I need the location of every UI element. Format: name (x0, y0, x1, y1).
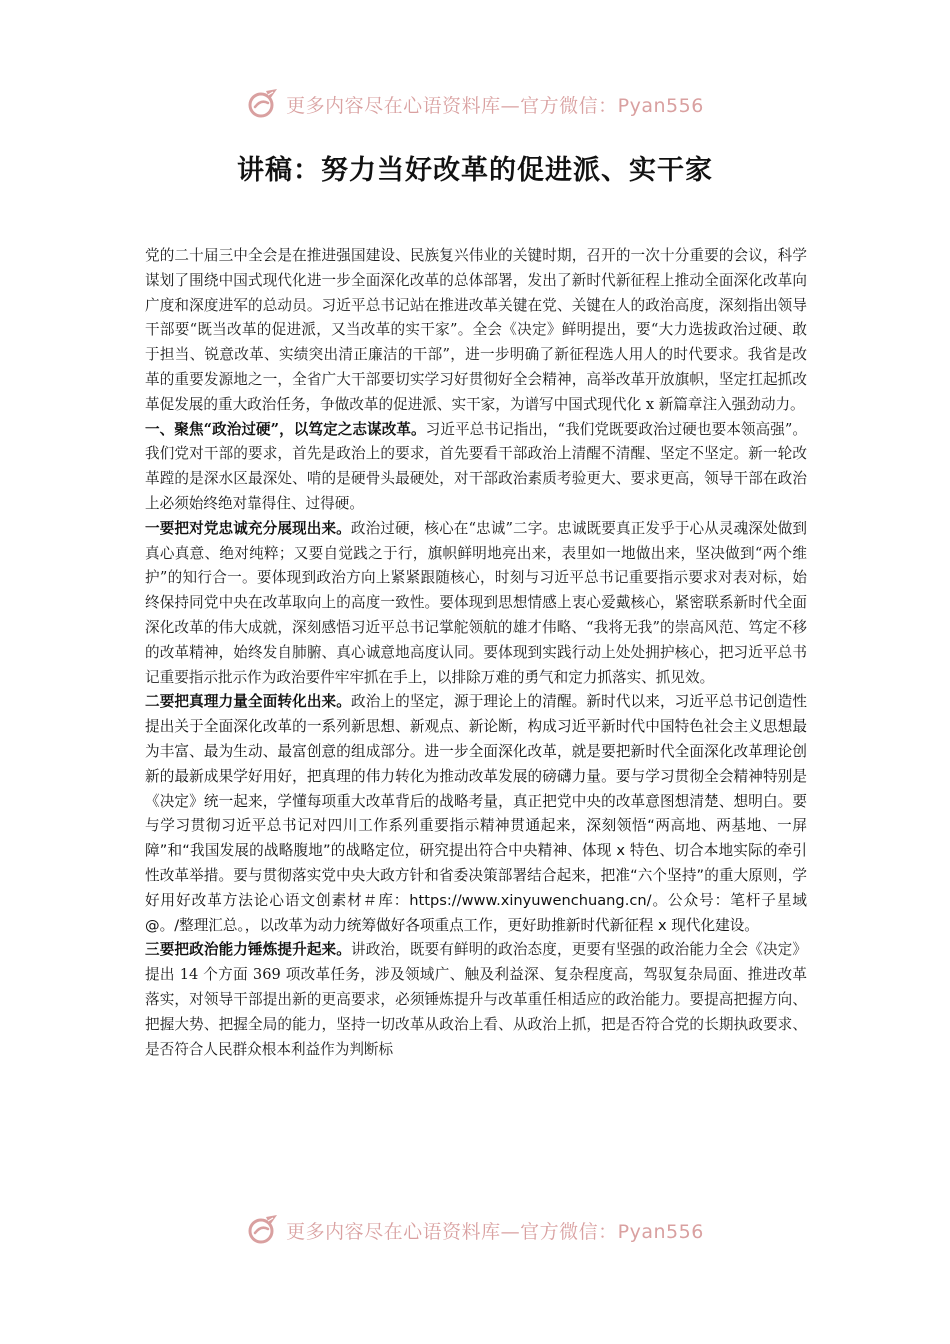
body-paragraph (145, 244, 807, 418)
watermark-inner (246, 87, 704, 121)
body-paragraph (145, 938, 807, 1062)
watermark-header (0, 84, 950, 124)
brush-logo-icon (246, 87, 280, 121)
document-body (145, 244, 807, 1062)
watermark-inner (246, 1213, 704, 1247)
document-title: 讲稿：努力当好改革的促进派、实干家 (237, 155, 713, 186)
paragraph-text: 政治上的坚定，源于理论上的清醒。新时代以来，习近平总书记创造性提出关于全面深化改革的一系列新思想、新观点、新论断，构成习近平新时代中国特色社会主义思想最为丰富、最为生动、最富创意的组成部分。进一步全面深化改革，就是要把新时代全面深化改革理论创新的最新成果学好用好，把真理的伟力转化为推动改革发展的磅礴力量。要与学习贯彻全会精神特别是《决定》统一起来，学懂每项重大改革背后的战略考量，真正把党中央的改革意图想清楚、想明白。要与学习贯彻习近平总书记对四川工作系列重要指示精神贯通起来，深刻领悟“两高地、两基地、一屏障”和“我国发展的战略腹地”的战略定位，研究提出符合中央精神、体现 x 特色、切合本地实际的牵引性改革举措。要与贯彻落实党中央大政方针和省委决策部署结合起来，把准“六个坚持”的重大原则，学好用好改革方法论心语文创素材＃库：https://www.xinyuwenchuang.cn/。公众号：笔杆子星域@。/整理汇总。，以改革为动力统筹做好各项重点工作，更好助推新时代新征程 x 现代化建设。 (145, 693, 807, 934)
body-paragraph (145, 418, 807, 517)
watermark-wechat-id: Pyan556 (617, 94, 704, 117)
watermark-text: 更多内容尽在心语资料库—官方微信：Pyan556 (286, 1220, 704, 1243)
paragraph-heading: 三要把政治能力锤炼提升起来。 (145, 941, 351, 959)
brush-logo-icon (246, 1213, 280, 1247)
paragraph-text: 政治过硬，核心在“忠诚”二字。忠诚既要真正发乎于心从灵魂深处做到真心真意、绝对纯粹；又要自觉践之于行，旗帜鲜明地亮出来，表里如一地做出来，坚决做到“两个维护”的知行合一。要体现到政治方向上紧紧跟随核心，时刻与习近平总书记重要指示要求对表对标，始终保持同党中央在改革取向上的高度一致性。要体现到思想情感上衷心爱戴核心，紧密联系新时代全面深化改革的伟大成就，深刻感悟习近平总书记掌舵领航的雄才伟略、“我将无我”的崇高风范、笃定不移的改革精神，始终发自肺腑、真心诚意地高度认同。要体现到实践行动上处处拥护核心，把习近平总书记重要指示批示作为政治要件牢牢抓在手上，以排除万难的勇气和定力抓落实、抓见效。 (145, 519, 807, 686)
watermark-text: 更多内容尽在心语资料库—官方微信：Pyan556 (286, 94, 704, 117)
body-paragraph (145, 517, 807, 691)
watermark-footer (0, 1210, 950, 1250)
paragraph-text: 党的二十届三中全会是在推进强国建设、民族复兴伟业的关键时期，召开的一次十分重要的会议，科学谋划了围绕中国式现代化进一步全面深化改革的总体部署，发出了新时代新征程上推动全面深化改革向广度和深度进军的总动员。习近平总书记站在推进改革关键在党、关键在人的政治高度，深刻指出领导干部要“既当改革的促进派，又当改革的实干家”。全会《决定》鲜明提出，要“大力选拔政治过硬、敢于担当、锐意改革、实绩突出清正廉洁的干部”，进一步明确了新征程选人用人的时代要求。我省是改革的重要发源地之一，全省广大干部要切实学习好贯彻好全会精神，高举改革开放旗帜，坚定扛起抓改革促发展的重大政治任务，争做改革的促进派、实干家，为谱写中国式现代化 x 新篇章注入强劲动力。 (145, 247, 807, 413)
paragraph-text: 讲政治，既要有鲜明的政治态度，更要有坚强的政治能力全会《决定》提出 14 个方面 369 项改革任务，涉及领域广、触及利益深、复杂程度高，驾驭复杂局面、推进改革落实，对领导干部提出新的更高要求，必须锤炼提升与改革重任相适应的政治能力。要提高把握方向、把握大势、把握全局的能力，坚持一切改革从政治上看、从政治上抓，把是否符合党的长期执政要求、是否符合人民群众根本利益作为判断标 (145, 941, 807, 1058)
paragraph-heading: 一要把对党忠诚充分展现出来。 (145, 519, 351, 537)
paragraph-heading: 一、聚焦“政治过硬”，以笃定之志谋改革。 (145, 420, 426, 438)
watermark-wechat-id: Pyan556 (617, 1220, 704, 1243)
paragraph-text: 习近平总书记指出，“我们党既要政治过硬也要本领高强”。我们党对干部的要求，首先是政治上的要求，首先要看干部政治上清醒不清醒、坚定不坚定。新一轮改革蹚的是深水区最深处、啃的是硬骨头最硬处，对干部政治素质考验更大、要求更高，领导干部在政治上必须始终绝对靠得住、过得硬。 (145, 420, 807, 512)
body-paragraph (145, 690, 807, 938)
paragraph-heading: 二要把真理力量全面转化出来。 (145, 693, 351, 711)
